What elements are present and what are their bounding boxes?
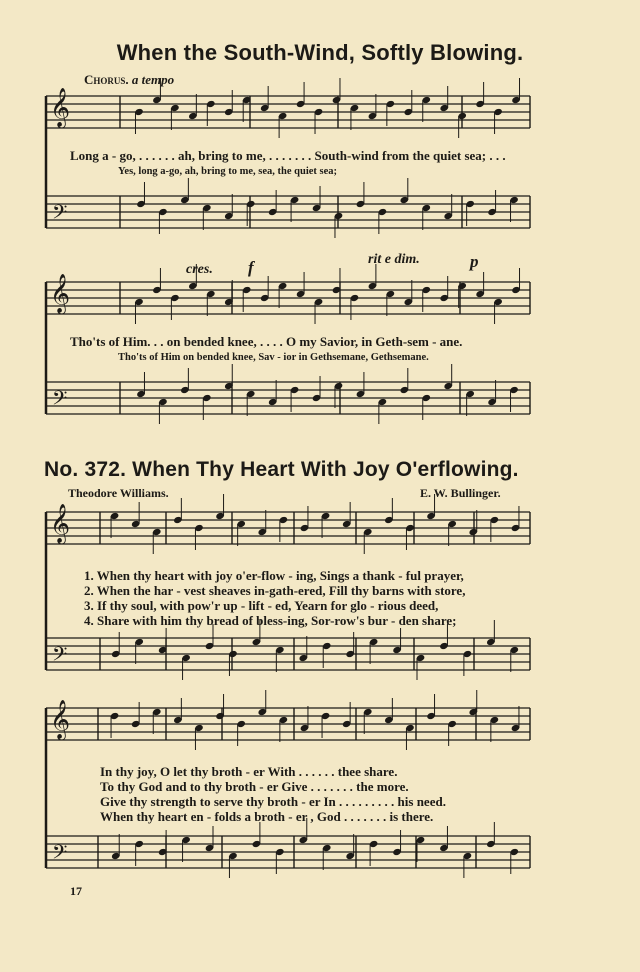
bass-clef-icon: 𝄢 (52, 200, 68, 229)
page-number: 17 (70, 884, 82, 898)
bass-clef-icon: 𝄢 (52, 386, 68, 415)
verse-line: Give thy strength to serve thy broth - er In . . . . . . . . . his need. (100, 794, 446, 809)
verse-line: To thy God and to thy broth - er Give . . . . . . . the more. (100, 779, 409, 794)
hymn-title: No. 372. When Thy Heart With Joy O'erflowing. (44, 458, 519, 481)
verse-block-1 (84, 568, 465, 628)
verse-line: 4. Share with him thy bread of bless-ing, Sor-row's bur - den share; (84, 613, 457, 628)
dynamic-rit: rit e dim. (368, 252, 420, 267)
verse-line: 1. When thy heart with joy o'er-flow - ing, Sings a thank - ful prayer, (84, 568, 464, 583)
verse-block-2 (100, 764, 446, 824)
verse-line: 3. If thy soul, with pow'r up - lift - ed, Yearn for glo - rious deed, (84, 598, 439, 613)
lyric-line-bass: Tho'ts of Him on bended knee, Sav - ior in Gethsemane, Gethsemane. (118, 352, 429, 363)
dynamic-piano: p (470, 252, 479, 271)
treble-clef-icon: 𝄞 (50, 699, 71, 740)
verse-line: In thy joy, O let thy broth - er With . . . . . . thee share. (100, 764, 398, 779)
treble-clef-icon: 𝄞 (50, 273, 71, 314)
treble-clef-icon: 𝄞 (50, 87, 71, 128)
composer-credit: E. W. Bullinger. (420, 486, 501, 500)
bass-clef-icon: 𝄢 (52, 840, 68, 869)
author-credit: Theodore Williams. (68, 486, 169, 500)
dynamic-cres: cres. (186, 262, 213, 277)
chorus-marking: Chorus. a tempo (84, 72, 175, 87)
lyric-line-main: Tho'ts of Him. . . on bended knee, . . . . O my Savior, in Geth-sem - ane. (70, 334, 463, 349)
lyric-line-bass: Yes, long a-go, ah, bring to me, sea, the quiet sea; (118, 166, 338, 177)
bass-clef-icon: 𝄢 (52, 642, 68, 671)
dynamic-forte: f (248, 258, 254, 277)
lyric-line-main: Long a - go, . . . . . . ah, bring to me, . . . . . . . South-wind from the quiet sea; . . . (70, 148, 506, 163)
treble-clef-icon: 𝄞 (50, 503, 71, 544)
hymn-title: When the South-Wind, Softly Blowing. (116, 40, 524, 65)
verse-line: When thy heart en - folds a broth - er , God . . . . . . . is there. (100, 809, 434, 824)
verse-line: 2. When the har - vest sheaves in-gath-ered, Fill thy barns with store, (84, 583, 466, 598)
